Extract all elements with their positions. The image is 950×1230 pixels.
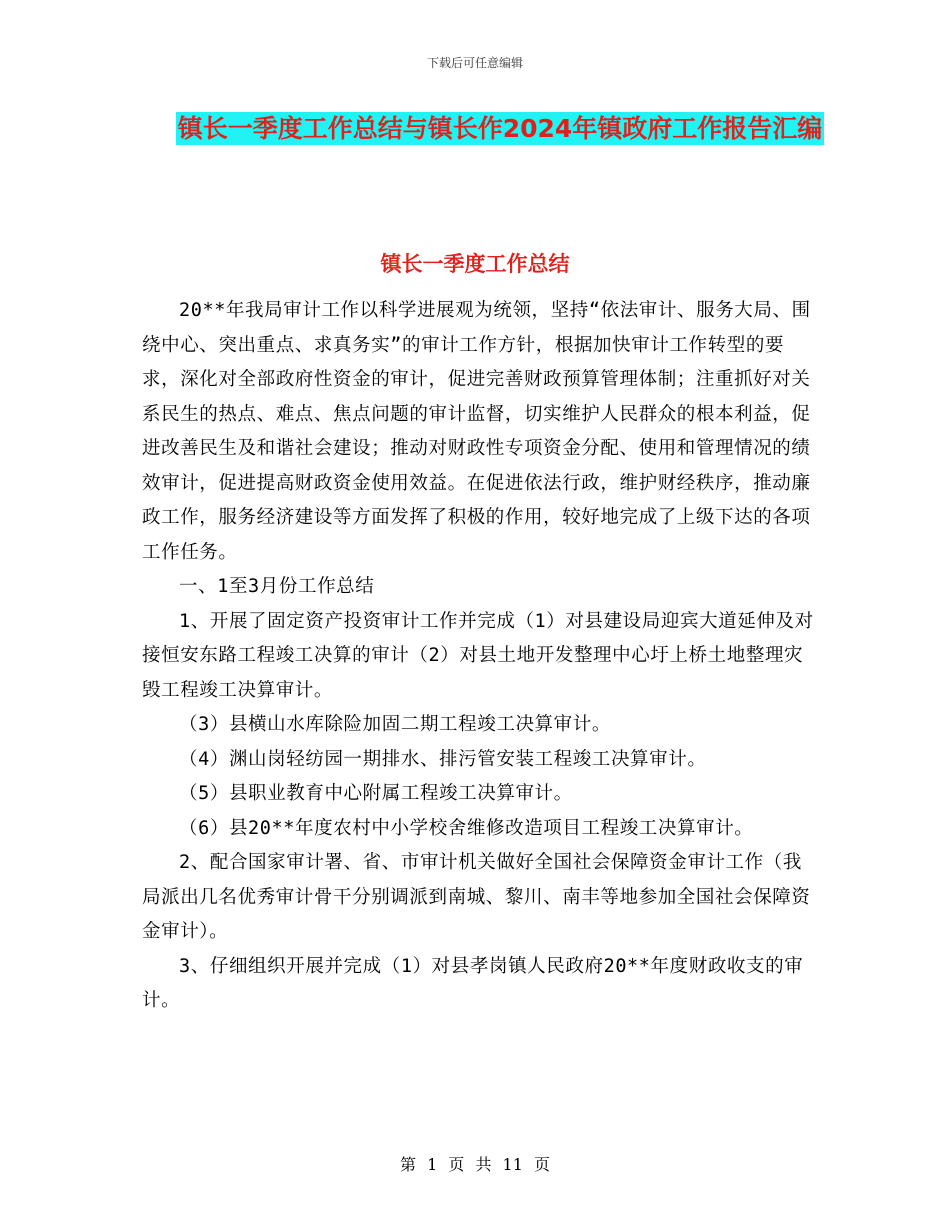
paragraph-item-1-4: （4）渊山岗轻纺园一期排水、排污管安装工程竣工决算审计。 <box>179 748 707 770</box>
section-title: 镇长一季度工作总结 <box>380 252 570 276</box>
document-title-text: 镇长一季度工作总结与镇长作2024年镇政府工作报告汇编 <box>177 114 823 143</box>
paragraph-item-3: 3、仔细组织开展并完成（1）对县孝岗镇人民政府20**年度财政收支的审计。 <box>142 955 804 1011</box>
paragraph-item-1-5: （5）县职业教育中心附属工程竣工决算审计。 <box>179 783 573 804</box>
page-footer: 第 1 页 共 11 页 <box>400 1155 550 1174</box>
paragraph-item-1-3: （3）县横山水库除险加固二期工程竣工决算审计。 <box>179 714 611 735</box>
paragraph-item-1: 1、开展了固定资产投资审计工作并完成（1）对县建设局迎宾大道延伸及对接恒安东路工程竣工决算的审计（2）对县土地开发整理中心圩上桥土地整理灾毁工程竣工决算审计。 <box>142 610 814 701</box>
paragraph-heading-q1-summary: 一、1至3月份工作总结 <box>179 576 375 597</box>
paragraph-item-1-6: （6）县20**年度农村中小学校舍维修改造项目工程竣工决算审计。 <box>179 817 754 839</box>
page-header-note: 下载后可任意编辑 <box>426 56 523 70</box>
document-body <box>142 294 814 1019</box>
paragraph-intro: 20**年我局审计工作以科学进展观为统领，坚持“依法审计、服务大局、围绕中心、突出重点、求真务实”的审计工作方针，根据加快审计工作转型的要求，深化对全部政府性资金的审计，促进完善财政预算管理体制；注重抓好对关系民生的热点、难点、焦点问题的审计监督，切实维护人民群众的根本利益，促进改善民生及和谐社会建设；推动对财政性专项资金分配、使用和管理情况的绩效审计，促进提高财政资金使用效益。在促进依法行政，维护财经秩序，推动廉政工作，服务经济建设等方面发挥了积极的作用，较好地完成了上级下达的各项工作任务。 <box>142 300 811 563</box>
paragraph-item-2: 2、配合国家审计署、省、市审计机关做好全国社会保障资金审计工作（我局派出几名优秀审计骨干分别调派到南城、黎川、南丰等地参加全国社会保障资金审计）。 <box>142 852 811 942</box>
document-title <box>160 108 840 150</box>
